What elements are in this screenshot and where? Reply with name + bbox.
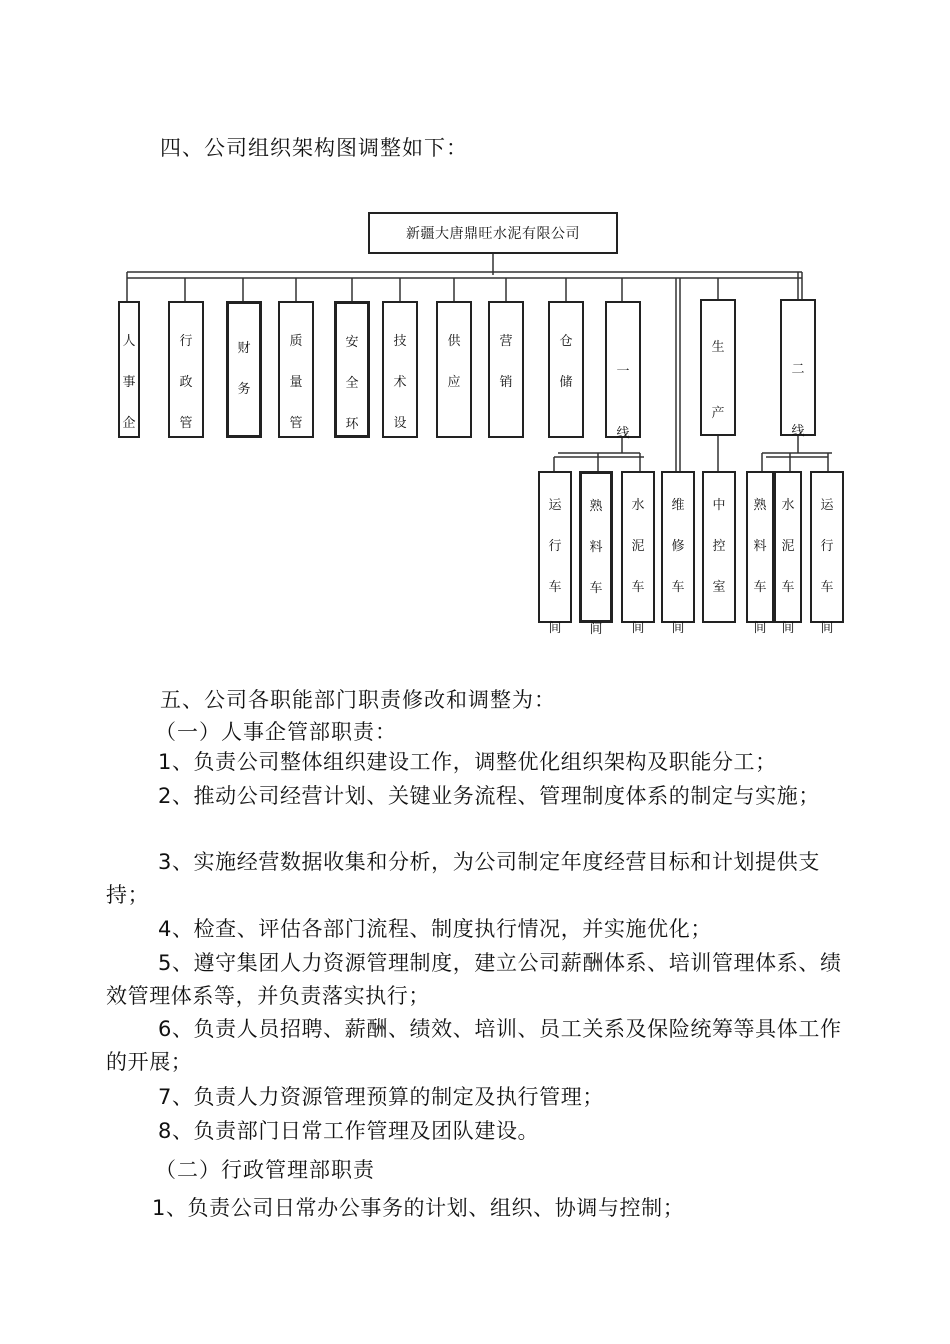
dept-box-second-line	[780, 299, 816, 439]
dept-label: 营销	[499, 334, 513, 390]
dept-box-production	[700, 299, 736, 436]
sub-unit-label: 中控室	[712, 498, 726, 595]
duty-item: 6、负责人员招聘、薪酬、绩效、培训、员工关系及保险统筹等具体工作的开展；	[106, 1017, 842, 1074]
org-root-company	[368, 212, 618, 254]
sub-unit-box	[702, 471, 736, 623]
duty-item: 2、推动公司经营计划、关键业务流程、管理制度体系的制定与实施；	[158, 784, 820, 808]
dept-label: 技术设	[393, 334, 407, 431]
duty-item: 7、负责人力资源管理预算的制定及执行管理；	[158, 1085, 604, 1109]
dept-box	[168, 301, 204, 438]
section-5-title: 五、公司各职能部门职责修改和调整为：	[160, 688, 556, 712]
dept-box	[436, 301, 472, 438]
dept-label: 生产	[711, 340, 725, 421]
sub-unit-box	[661, 471, 695, 636]
org-chart	[112, 205, 847, 640]
duty-item-text: 1、负责公司整体组织建设工作，调整优化组织架构及职能分工；	[158, 750, 777, 774]
duty-item: 1、负责公司日常办公事务的计划、组织、协调与控制；	[152, 1196, 685, 1220]
sub-unit-label: 维修车间	[671, 498, 685, 636]
section-4-title: 四、公司组织架构图调整如下：	[160, 136, 468, 160]
duty-item: 8、负责部门日常工作管理及团队建设。	[158, 1119, 540, 1143]
dept-label: 财务	[237, 341, 251, 397]
sub-unit-label: 熟料车间	[589, 499, 603, 637]
dept-label: 二线	[791, 362, 805, 439]
dept-box	[334, 301, 370, 438]
duty-item: 3、实施经营数据收集和分析，为公司制定年度经营目标和计划提供支持；	[106, 850, 820, 907]
dept-label: 供应	[447, 334, 461, 390]
dept-box	[548, 301, 584, 438]
sub-unit-label: 运行车间	[820, 498, 834, 636]
sub-unit-label: 运行车间	[548, 498, 562, 636]
dept-box	[118, 301, 140, 438]
dept-box	[278, 301, 314, 438]
sub-unit-box	[810, 471, 844, 636]
sub-unit-box	[774, 471, 802, 636]
org-chart-connectors	[112, 205, 847, 640]
section-5-sub1-title: （一）人事企管部职责：	[155, 720, 397, 744]
duty-item: 5、遵守集团人力资源管理制度，建立公司薪酬体系、培训管理体系、绩效管理体系等，并负责落实执行；	[106, 951, 842, 1008]
dept-label: 行政管	[179, 334, 193, 431]
sub-unit-box	[746, 471, 774, 636]
dept-label: 质量管	[289, 334, 303, 431]
dept-label: 一线	[616, 364, 630, 441]
dept-box	[226, 301, 262, 438]
section-5-sub2-title: （二）行政管理部职责	[155, 1158, 375, 1182]
sub-unit-label: 水泥车间	[781, 498, 795, 636]
dept-label: 人事企	[122, 334, 136, 431]
org-root-label: 新疆大唐鼎旺水泥有限公司	[406, 226, 580, 242]
dept-box-first-line	[605, 301, 641, 441]
sub-unit-label: 熟料车间	[753, 498, 767, 636]
sub-unit-box	[621, 471, 655, 636]
duty-item	[106, 746, 858, 779]
duty-item: 4、检查、评估各部门流程、制度执行情况，并实施优化；	[158, 917, 712, 941]
dept-label: 安全环	[345, 335, 359, 432]
dept-box	[488, 301, 524, 438]
sub-unit-box	[538, 471, 572, 636]
dept-box	[382, 301, 418, 438]
sub-unit-label: 水泥车间	[631, 498, 645, 636]
dept-label: 仓储	[559, 334, 573, 390]
sub-unit-box	[579, 471, 613, 637]
